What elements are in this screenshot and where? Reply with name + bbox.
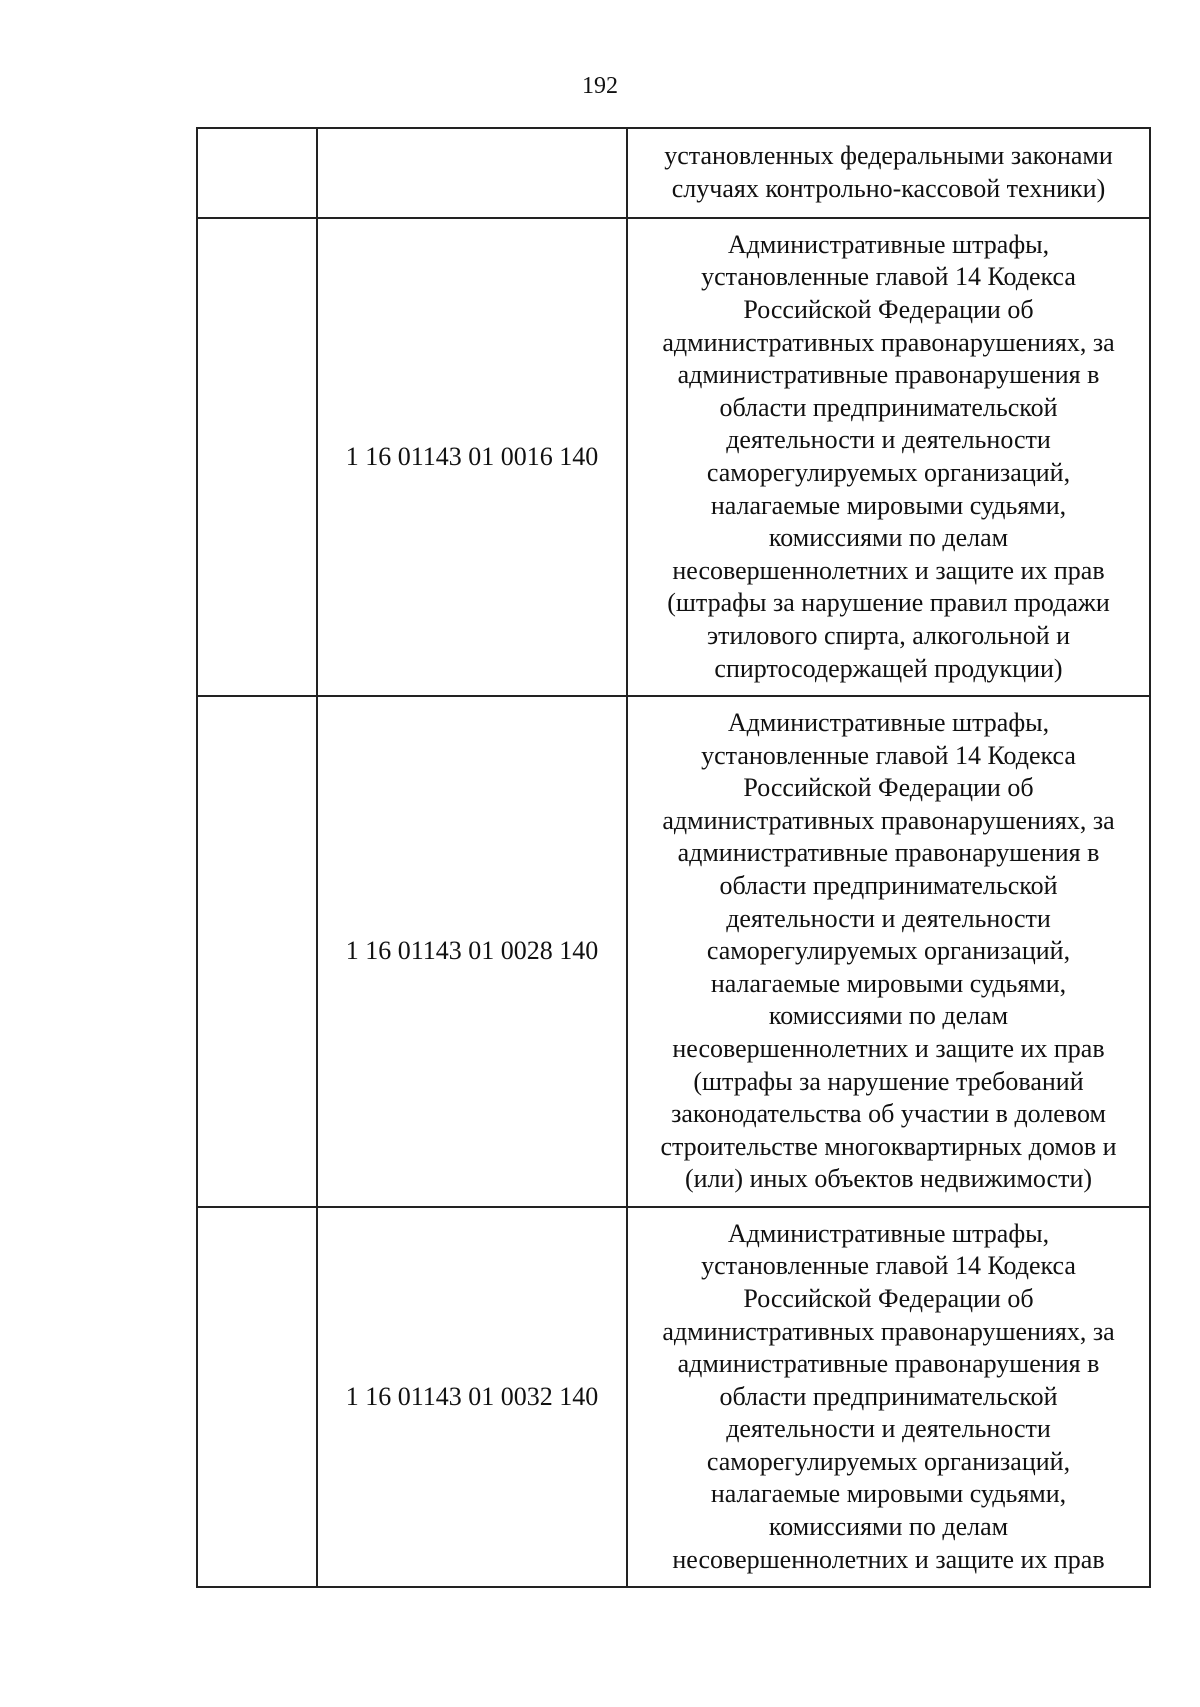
description-line: деятельности и деятельности	[726, 1414, 1051, 1444]
description-line: (штрафы за нарушение правил продажи	[667, 588, 1110, 618]
description-cell	[627, 1207, 1150, 1587]
description-line: случаях контрольно-кассовой техники)	[671, 174, 1106, 203]
row-number-cell	[197, 696, 317, 1207]
description-line: области предпринимательской	[719, 392, 1058, 422]
description-cell	[627, 128, 1150, 218]
description-line: (или) иных объектов недвижимости)	[684, 1164, 1093, 1194]
description-line: административные правонарушения в	[677, 838, 1100, 868]
description-cell	[627, 218, 1150, 696]
description-line: административных правонарушениях, за	[662, 327, 1115, 357]
description-line: Административные штрафы,	[727, 229, 1050, 259]
description-line: административные правонарушения в	[677, 360, 1100, 390]
description-line: несовершеннолетних и защите их прав	[672, 1544, 1105, 1574]
description-line: строительстве многоквартирных домов и	[660, 1131, 1117, 1161]
table-row	[197, 696, 1150, 1207]
description-line: несовершеннолетних и защите их прав	[672, 555, 1105, 585]
description-line: (штрафы за нарушение требований	[693, 1066, 1084, 1096]
description-line: законодательства об участии в долевом	[671, 1099, 1106, 1129]
description-line: комиссиями по делам	[768, 1001, 1009, 1031]
description-line: налагаемые мировыми судьями,	[710, 1479, 1067, 1509]
row-number-cell	[197, 1207, 317, 1587]
description-cell	[627, 696, 1150, 1207]
description-line: установленные главой 14 Кодекса	[701, 1251, 1076, 1281]
description-line: Административные штрафы,	[727, 1218, 1050, 1248]
code-cell: 1 16 01143 01 0028 140	[317, 696, 627, 1207]
description-line: установленных федеральными законами	[664, 141, 1113, 171]
description-line: спиртосодержащей продукции)	[714, 653, 1063, 683]
description-line: этилового спирта, алкогольной и	[706, 620, 1071, 650]
code-cell: 1 16 01143 01 0032 140	[317, 1207, 627, 1587]
description-line: налагаемые мировыми судьями,	[710, 968, 1067, 998]
description-line: административных правонарушениях, за	[662, 1316, 1115, 1346]
description-line: области предпринимательской	[719, 871, 1058, 901]
table-row	[197, 218, 1150, 696]
description-line: саморегулируемых организаций,	[706, 1446, 1071, 1476]
description-line: Российской Федерации об	[743, 1283, 1034, 1313]
description-line: налагаемые мировыми судьями,	[710, 490, 1067, 520]
table-row	[197, 128, 1150, 218]
description-line: Российской Федерации об	[743, 773, 1034, 803]
table-row	[197, 1207, 1150, 1587]
code-cell	[317, 128, 627, 218]
row-number-cell	[197, 218, 317, 696]
description-line: несовершеннолетних и защите их прав	[672, 1033, 1105, 1063]
description-line: административные правонарушения в	[677, 1349, 1100, 1379]
description-line: установленные главой 14 Кодекса	[701, 262, 1076, 292]
page-number: 192	[582, 73, 618, 99]
budget-codes-table	[196, 127, 1151, 1588]
description-line: установленные главой 14 Кодекса	[701, 740, 1076, 770]
description-line: саморегулируемых организаций,	[706, 458, 1071, 487]
description-line: комиссиями по делам	[768, 1512, 1009, 1542]
description-line: области предпринимательской	[719, 1381, 1058, 1411]
row-number-cell	[197, 128, 317, 218]
description-line: деятельности и деятельности	[726, 903, 1051, 933]
description-line: Административные штрафы,	[727, 708, 1050, 738]
description-line: административных правонарушениях, за	[662, 805, 1115, 835]
description-line: саморегулируемых организаций,	[706, 936, 1071, 966]
description-line: комиссиями по делам	[768, 523, 1009, 553]
description-line: деятельности и деятельности	[726, 425, 1051, 455]
code-cell: 1 16 01143 01 0016 140	[317, 218, 627, 696]
description-line: Российской Федерации об	[743, 295, 1034, 325]
